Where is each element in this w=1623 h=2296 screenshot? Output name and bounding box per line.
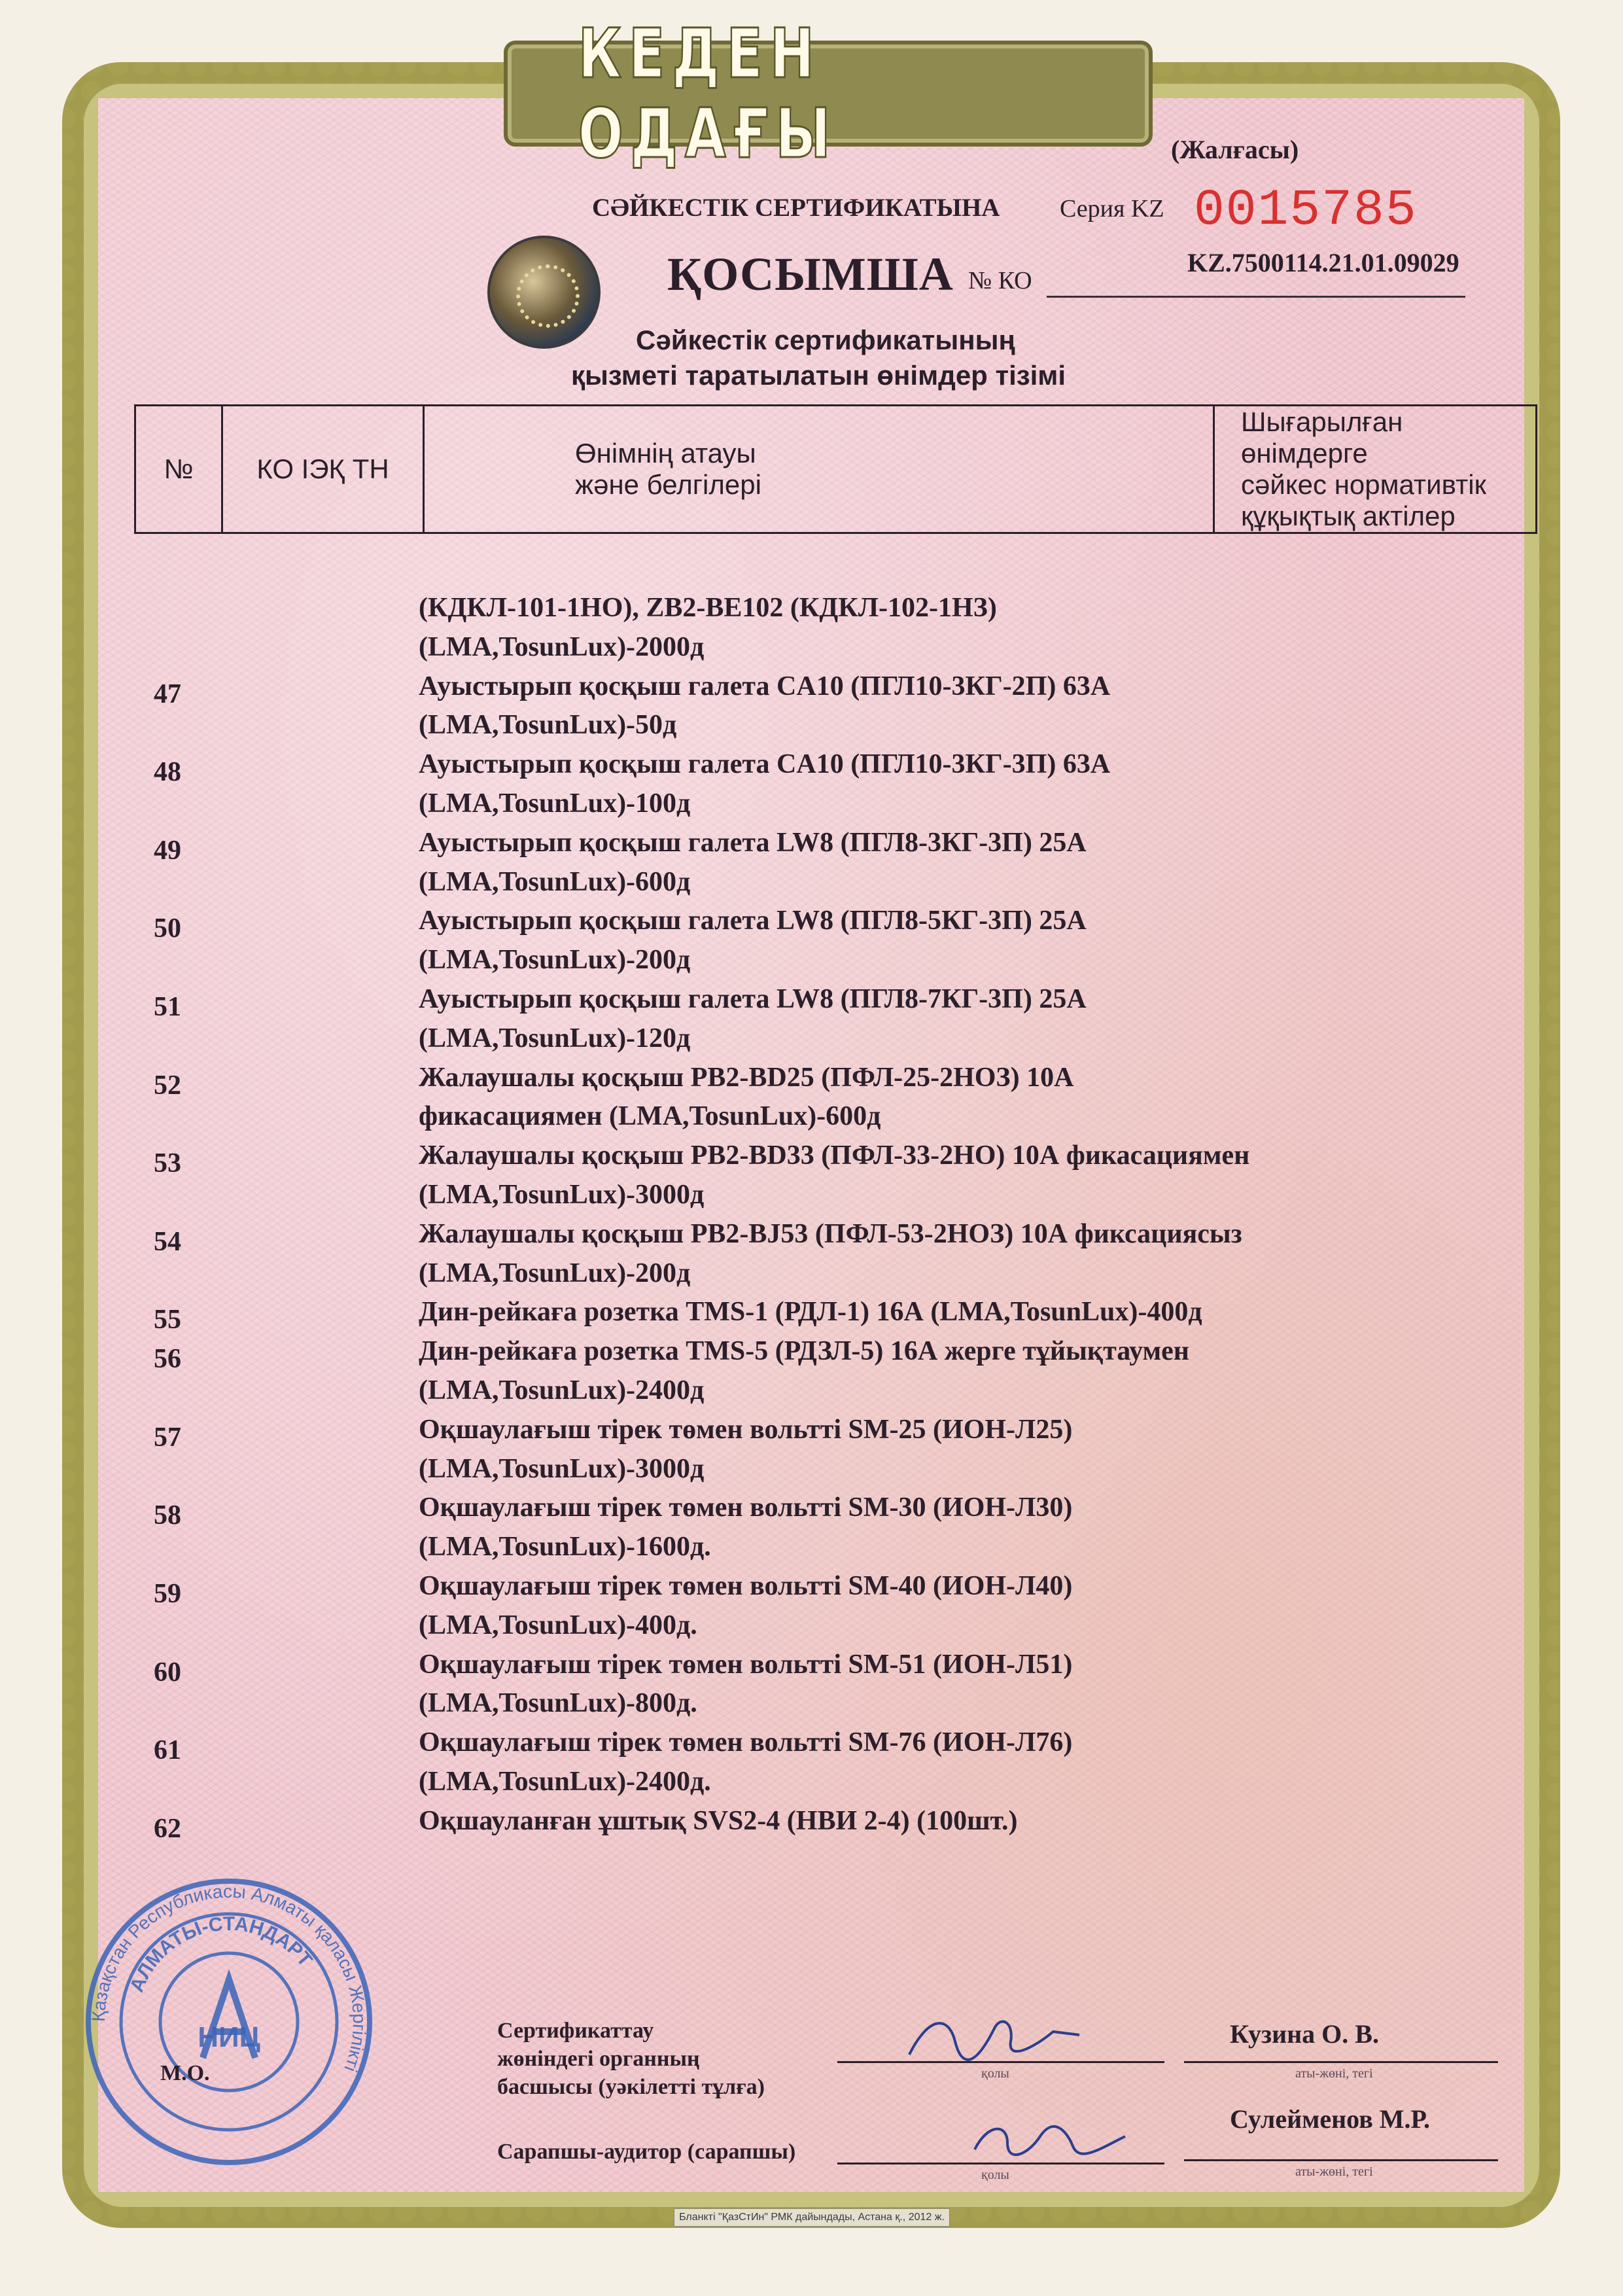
table-header	[134, 404, 1537, 534]
row-text: (LMA,TosunLux)-100д	[419, 788, 691, 819]
header-no-label: №	[164, 453, 194, 484]
subtitle-line-1: Сәйкестік сертификатының	[636, 325, 1015, 355]
row-text: Ауыстырып қосқыш галета CA10 (ПГЛ10-3КГ-2П) 63А	[419, 671, 1111, 701]
row-text: Дин-рейкаға розетка TMS-1 (РДЛ-1) 16А (LMA,TosunLux)-400д	[419, 1297, 1202, 1327]
row-number: 57	[154, 1422, 181, 1453]
expert-name: Сулейменов М.Р.	[1230, 2104, 1430, 2134]
header-name-line-1: Өнімнің атауы	[575, 438, 756, 468]
row-text: (LMA,TosunLux)-1600д.	[419, 1532, 711, 1562]
row-number: 52	[154, 1070, 181, 1101]
certificate-title: СӘЙКЕСТІК СЕРТИФИКАТЫНА	[592, 194, 1000, 222]
row-text: Оқшаулағыш тірек төмен вольтті SM-76 (ИОН-Л76)	[419, 1727, 1073, 1757]
head-name: Кузина О. В.	[1230, 2019, 1379, 2049]
row-number: 50	[154, 913, 181, 944]
annex-number-underline	[1047, 296, 1465, 298]
row-text: Жалаушалы қосқыш PB2-BD25 (ПФЛ-25-2НОЗ) 10А	[419, 1063, 1074, 1093]
row-number: 47	[154, 679, 181, 709]
row-text: фикасациямен (LMA,TosunLux)-600д	[419, 1101, 881, 1131]
row-number: 49	[154, 836, 181, 866]
stamp-center-text: НИЦ	[198, 2021, 260, 2053]
expert-signature-line	[837, 2163, 1164, 2164]
header-norm-line-1: Шығарылған өнімдерге	[1241, 406, 1403, 468]
row-text: (LMA,TosunLux)-2400д	[419, 1375, 705, 1405]
row-number: 62	[154, 1814, 181, 1844]
round-seal-stamp	[79, 1871, 379, 2172]
row-text: (LMA,TosunLux)-400д.	[419, 1610, 697, 1640]
row-text: Ауыстырып қосқыш галета LW8 (ПГЛ8-7КГ-3П) 25А	[419, 984, 1087, 1014]
seal-label: М.О.	[160, 2061, 210, 2085]
head-label-line-2: жөніндегі органның	[497, 2047, 700, 2071]
header-cell-norm	[1214, 406, 1537, 533]
row-number: 58	[154, 1500, 181, 1530]
annex-title: ҚОСЫМША	[667, 248, 954, 300]
row-text: (LMA,TosunLux)-120д	[419, 1023, 691, 1053]
row-text: Ауыстырып қосқыш галета LW8 (ПГЛ8-5КГ-3П) 25А	[419, 906, 1087, 936]
row-text: Дин-рейкаға розетка TMS-5 (РДЗЛ-5) 16А жерге тұйықтаумен	[419, 1336, 1189, 1366]
head-signature-icon	[903, 2002, 1086, 2074]
row-text: (LMA,TosunLux)-600д	[419, 867, 691, 897]
banner-title: КЕДЕН ОДАҒЫ	[578, 14, 838, 173]
row-text: (LMA,TosunLux)-50д	[419, 710, 677, 740]
row-number: 60	[154, 1657, 181, 1687]
head-label-line-1: Сертификаттау	[497, 2019, 654, 2043]
expert-name-caption: аты-жөні, тегі	[1295, 2164, 1373, 2179]
row-number: 56	[154, 1344, 181, 1374]
row-number: 61	[154, 1735, 181, 1765]
head-signature-caption: қолы	[981, 2066, 1009, 2081]
row-number: 51	[154, 992, 181, 1022]
row-number: 48	[154, 757, 181, 787]
stamp-outer-text: Қазақстан Республикасы Алматы қаласы Жергілікті	[88, 1881, 370, 2075]
row-number: 59	[154, 1579, 181, 1609]
row-text: Оқшаулағыш тірек төмен вольтті SM-25 (ИОН-Л25)	[419, 1415, 1073, 1445]
row-text: Ауыстырып қосқыш галета CA10 (ПГЛ10-3КГ-3П) 63А	[419, 749, 1111, 779]
row-text: (LMA,TosunLux)-3000д	[419, 1180, 705, 1210]
header-cell-code	[222, 406, 424, 533]
subtitle-line-2: қызметі таратылатын өнімдер тізімі	[571, 360, 1066, 391]
customs-union-banner	[504, 14, 1153, 173]
row-text: Жалаушалы қосқыш PB2-BD33 (ПФЛ-33-2НО) 10А фикасациямен	[419, 1140, 1250, 1171]
row-text: (LMA,TosunLux)-800д.	[419, 1688, 697, 1718]
header-cell-name	[424, 406, 1214, 533]
row-text: Оқшаулағыш тірек төмен вольтті SM-51 (ИОН-Л51)	[419, 1650, 1073, 1680]
expert-label: Сарапшы-аудитор (сарапшы)	[497, 2140, 796, 2164]
row-text: Ауыстырып қосқыш галета LW8 (ПГЛ8-3КГ-3П) 25А	[419, 828, 1087, 858]
header-name-line-2: және белгілері	[575, 469, 761, 500]
head-label-line-3: басшысы (уәкілетті тұлға)	[497, 2075, 765, 2099]
expert-signature-icon	[968, 2110, 1138, 2169]
row-text: (КДКЛ-101-1НО), ZB2-BE102 (КДКЛ-102-1НЗ)	[419, 593, 997, 623]
row-text: (LMA,TosunLux)-200д	[419, 1258, 691, 1288]
stamp-inner-text: АЛМАТЫ-СТАНДАРТ	[126, 1913, 317, 1996]
row-text: (LMA,TosunLux)-2000д	[419, 632, 705, 662]
annex-number-label: № КО	[968, 267, 1032, 294]
row-text: Оқшауланған ұштық SVS2-4 (НВИ 2-4) (100шт.)	[419, 1806, 1018, 1836]
series-number: 0015785	[1194, 182, 1418, 239]
head-signature-line	[837, 2061, 1164, 2063]
header-norm-line-2: сәйкес нормативтік	[1241, 469, 1486, 500]
head-name-line	[1184, 2061, 1498, 2063]
row-text: (LMA,TosunLux)-2400д.	[419, 1767, 711, 1797]
row-text: Жалаушалы қосқыш PB2-BJ53 (ПФЛ-53-2НОЗ) 10А фиксациясыз	[419, 1219, 1242, 1249]
expert-signature-caption: қолы	[981, 2168, 1009, 2182]
row-text: (LMA,TosunLux)-200д	[419, 945, 691, 975]
certificate-number: KZ.7500114.21.01.09029	[1187, 248, 1459, 277]
hologram-seal-icon	[487, 236, 601, 349]
continued-label: (Жалғасы)	[1171, 135, 1299, 164]
expert-name-line	[1184, 2159, 1498, 2161]
row-number: 54	[154, 1227, 181, 1257]
row-text: (LMA,TosunLux)-3000д	[419, 1454, 705, 1484]
row-text: Оқшаулағыш тірек төмен вольтті SM-30 (ИОН-Л30)	[419, 1492, 1073, 1523]
series-label: Серия KZ	[1060, 195, 1164, 222]
row-number: 55	[154, 1305, 181, 1335]
head-name-caption: аты-жөні, тегі	[1295, 2066, 1373, 2081]
header-cell-no	[135, 406, 222, 533]
row-number: 53	[154, 1148, 181, 1178]
row-text: Оқшаулағыш тірек төмен вольтті SM-40 (ИОН-Л40)	[419, 1571, 1073, 1601]
header-norm-line-3: құқықтық актілер	[1241, 501, 1456, 531]
printer-footer-note: Бланкті "ҚазСтИн" РМК дайындады, Астана қ., 2012 ж.	[674, 2208, 950, 2227]
header-code-label: КО ІЭҚ ТН	[256, 453, 389, 484]
